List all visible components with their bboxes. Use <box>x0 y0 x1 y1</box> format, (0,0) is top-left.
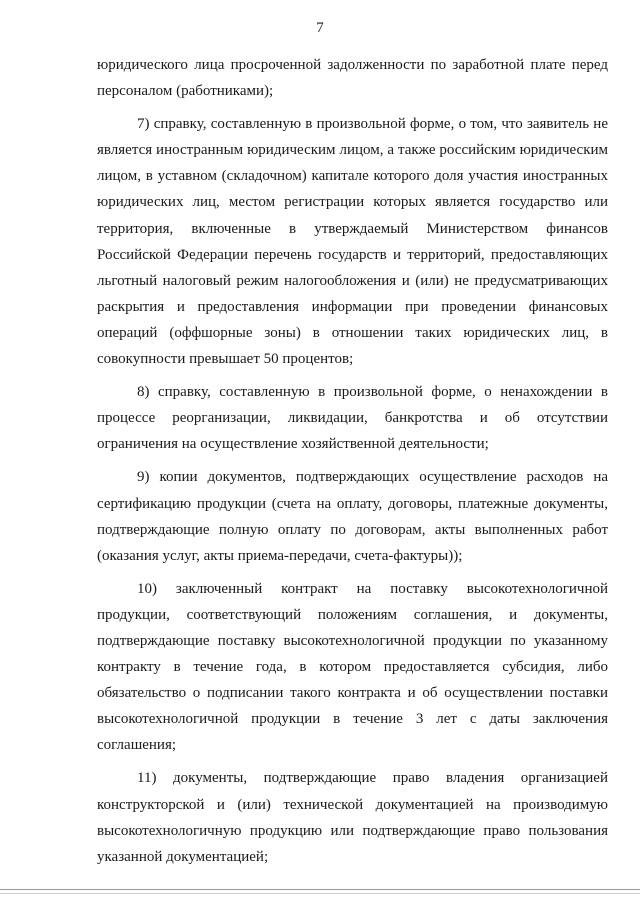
page-bottom-divider-secondary <box>0 893 640 894</box>
paragraph-item-7: 7) справку, составленную в произвольной форме, о том, что заявитель не является иностранным юридическим лицом, а также российским юридическим лицом, в уставном (складочном) капитале которого доля участия иностранных юридических лиц, местом регистрации которых является государство или территория, включенные в утверждаемый Министерством финансов Российской Федерации перечень государств и территорий, предоставляющих льготный налоговый режим налогообложения и (или) не предусматривающих раскрытия и предоставления информации при проведении финансовых операций (оффшорные зоны) в отношении таких юридических лиц, в совокупности превышает 50 процентов; <box>97 116 608 368</box>
document-body <box>97 52 608 877</box>
paragraph-item-11: 11) документы, подтверждающие право владения организацией конструкторской и (или) технической документацией на производимую высокотехнологичную продукцию или подтверждающие право пользования указанной документацией; <box>97 770 608 865</box>
page-number: 7 <box>316 20 324 36</box>
paragraph-item-10: 10) заключенный контракт на поставку высокотехнологичной продукции, соответствующий положениям соглашения, и документы, подтверждающие поставку высокотехнологичной продукции по указанному контракту в течение года, в котором предоставляется субсидия, либо обязательство о подписании такого контракта и об осуществлении поставки высокотехнологичной продукции в течение 3 лет с даты заключения соглашения; <box>97 580 608 754</box>
paragraph-item-9: 9) копии документов, подтверждающих осуществление расходов на сертификацию продукции (счета на оплату, договоры, платежные документы, подтверждающие полную оплату по договорам, акты выполненных работ (оказания услуг, акты приема-передачи, счета-фактуры)); <box>97 469 608 564</box>
page-bottom-divider <box>0 889 640 890</box>
paragraph-continuation: юридического лица просроченной задолженности по заработной плате перед персоналом (работниками); <box>97 57 608 100</box>
paragraph-item-8: 8) справку, составленную в произвольной форме, о ненахождении в процессе реорганизации, ликвидации, банкротства и об отсутствии ограничения на осуществление хозяйственной деятельности; <box>97 384 608 453</box>
